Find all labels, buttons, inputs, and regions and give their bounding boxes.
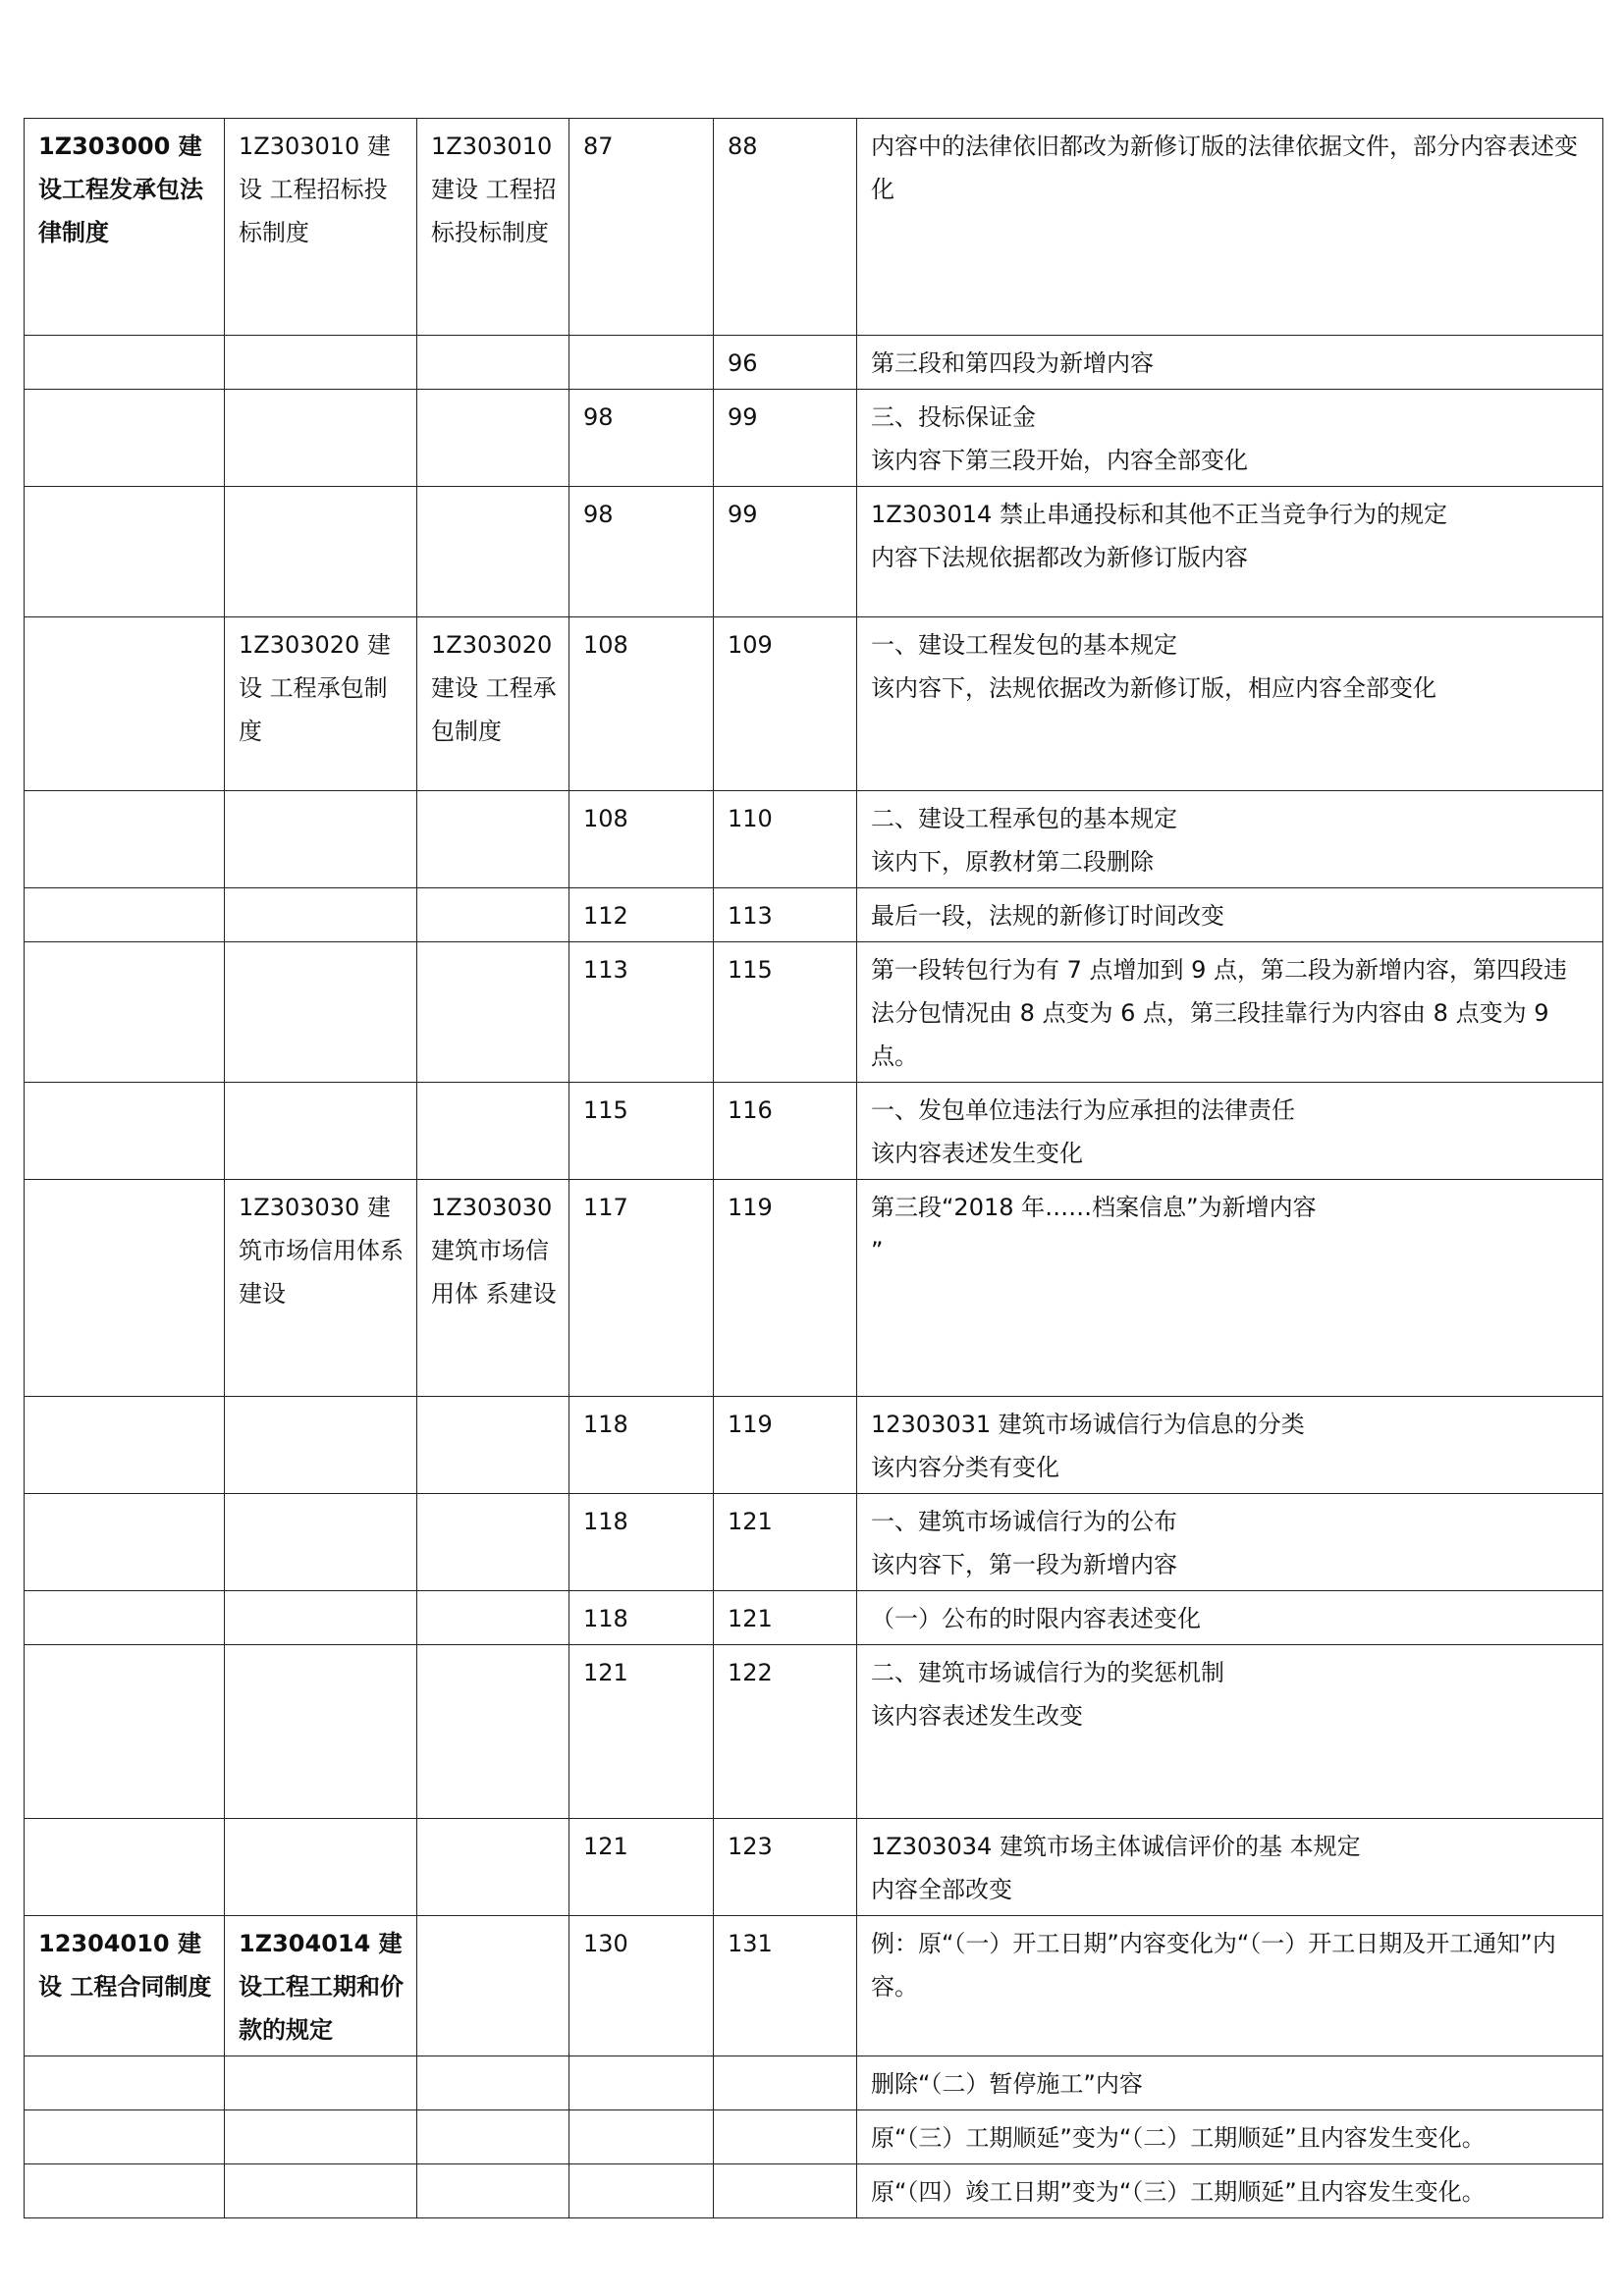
chapter-cell xyxy=(25,1819,225,1916)
section-cell xyxy=(225,1180,417,1397)
chapter-cell xyxy=(25,942,225,1083)
new-page-cell xyxy=(714,1397,857,1494)
change-description-cell xyxy=(857,1916,1603,2056)
table-row xyxy=(25,888,1603,942)
cell-text: 131 xyxy=(728,1930,773,1957)
subsection-cell xyxy=(417,119,569,336)
section-cell xyxy=(225,888,417,942)
subsection-cell xyxy=(417,1819,569,1916)
cell-text: 109 xyxy=(728,631,773,659)
description-line: 二、建筑市场诚信行为的奖惩机制 xyxy=(871,1659,1224,1686)
change-description-cell xyxy=(857,2110,1603,2164)
table-row xyxy=(25,942,1603,1083)
cell-text: 118 xyxy=(583,1605,628,1632)
cell-text: 117 xyxy=(583,1194,628,1221)
old-page-cell xyxy=(569,1494,714,1591)
cell-text: 121 xyxy=(728,1508,773,1535)
subsection-cell xyxy=(417,2164,569,2218)
section-cell xyxy=(225,1819,417,1916)
cell-text: 1Z303020 建设 工程承包制度 xyxy=(431,631,557,745)
chapter-cell xyxy=(25,1397,225,1494)
section-cell xyxy=(225,390,417,487)
cell-text: 96 xyxy=(728,349,758,377)
cell-text: 98 xyxy=(583,501,614,528)
old-page-cell xyxy=(569,942,714,1083)
table-row xyxy=(25,1494,1603,1591)
new-page-cell xyxy=(714,888,857,942)
table-row xyxy=(25,617,1603,791)
table-row xyxy=(25,1180,1603,1397)
chapter-cell xyxy=(25,1591,225,1645)
description-line: 该内容下，第一段为新增内容 xyxy=(871,1551,1177,1578)
old-page-cell xyxy=(569,2056,714,2110)
table-row xyxy=(25,336,1603,390)
cell-text: 12304010 建设 工程合同制度 xyxy=(38,1930,212,2001)
cell-text: 121 xyxy=(728,1605,773,1632)
chapter-cell xyxy=(25,791,225,888)
section-cell xyxy=(225,1083,417,1180)
new-page-cell xyxy=(714,791,857,888)
cell-text: 1Z303010 建设 工程招标投标制度 xyxy=(239,133,391,246)
cell-text: 88 xyxy=(728,133,758,160)
old-page-cell xyxy=(569,390,714,487)
description-line: 第三段“2018 年……档案信息”为新增内容 xyxy=(871,1194,1317,1221)
old-page-cell xyxy=(569,1083,714,1180)
table-row xyxy=(25,791,1603,888)
change-description-cell xyxy=(857,1494,1603,1591)
subsection-cell xyxy=(417,617,569,791)
cell-text: 121 xyxy=(583,1659,628,1686)
table-row xyxy=(25,119,1603,336)
subsection-cell xyxy=(417,487,569,617)
section-cell xyxy=(225,2056,417,2110)
section-cell xyxy=(225,1916,417,2056)
table-row xyxy=(25,2164,1603,2218)
new-page-cell xyxy=(714,942,857,1083)
cell-text: 115 xyxy=(728,956,773,984)
description-line: ” xyxy=(871,1237,884,1264)
chapter-cell xyxy=(25,336,225,390)
new-page-cell xyxy=(714,1591,857,1645)
table-row xyxy=(25,1645,1603,1819)
new-page-cell xyxy=(714,2056,857,2110)
new-page-cell xyxy=(714,487,857,617)
cell-text: 110 xyxy=(728,805,773,832)
revision-table-body xyxy=(25,119,1603,2218)
chapter-cell xyxy=(25,1916,225,2056)
change-description-cell xyxy=(857,888,1603,942)
new-page-cell xyxy=(714,1180,857,1397)
chapter-cell xyxy=(25,1083,225,1180)
description-line: 第三段和第四段为新增内容 xyxy=(871,349,1154,377)
new-page-cell xyxy=(714,336,857,390)
subsection-cell xyxy=(417,2056,569,2110)
change-description-cell xyxy=(857,1180,1603,1397)
description-line: 原“（四）竣工日期”变为“（三）工期顺延”且内容发生变化。 xyxy=(871,2178,1486,2206)
new-page-cell xyxy=(714,1819,857,1916)
subsection-cell xyxy=(417,1397,569,1494)
change-description-cell xyxy=(857,1591,1603,1645)
table-row xyxy=(25,1591,1603,1645)
cell-text: 99 xyxy=(728,403,758,431)
change-description-cell xyxy=(857,2164,1603,2218)
description-line: 该内容下，法规依据改为新修订版，相应内容全部变化 xyxy=(871,674,1436,702)
old-page-cell xyxy=(569,487,714,617)
subsection-cell xyxy=(417,1180,569,1397)
cell-text: 119 xyxy=(728,1411,773,1438)
description-line: 内容中的法律依旧都改为新修订版的法律依据文件，部分内容表述变化 xyxy=(871,133,1578,203)
cell-text: 115 xyxy=(583,1096,628,1124)
subsection-cell xyxy=(417,942,569,1083)
chapter-cell xyxy=(25,1494,225,1591)
cell-text: 1Z303030 建筑市场信用体 系建设 xyxy=(431,1194,557,1308)
cell-text: 121 xyxy=(583,1833,628,1860)
cell-text: 98 xyxy=(583,403,614,431)
change-description-cell xyxy=(857,1645,1603,1819)
section-cell xyxy=(225,1494,417,1591)
description-line: 该内容表述发生变化 xyxy=(871,1140,1083,1167)
change-description-cell xyxy=(857,942,1603,1083)
chapter-cell xyxy=(25,2056,225,2110)
subsection-cell xyxy=(417,390,569,487)
change-description-cell xyxy=(857,119,1603,336)
description-line: 删除“（二）暂停施工”内容 xyxy=(871,2070,1143,2098)
table-row xyxy=(25,487,1603,617)
section-cell xyxy=(225,2110,417,2164)
old-page-cell xyxy=(569,617,714,791)
subsection-cell xyxy=(417,1645,569,1819)
description-line: 一、建筑市场诚信行为的公布 xyxy=(871,1508,1177,1535)
change-description-cell xyxy=(857,336,1603,390)
old-page-cell xyxy=(569,1591,714,1645)
section-cell xyxy=(225,1591,417,1645)
subsection-cell xyxy=(417,336,569,390)
table-row xyxy=(25,2056,1603,2110)
description-line: 该内容表述发生改变 xyxy=(871,1702,1083,1730)
cell-text: 122 xyxy=(728,1659,773,1686)
section-cell xyxy=(225,2164,417,2218)
new-page-cell xyxy=(714,2110,857,2164)
cell-text: 119 xyxy=(728,1194,773,1221)
table-row xyxy=(25,1916,1603,2056)
chapter-cell xyxy=(25,487,225,617)
chapter-cell xyxy=(25,1180,225,1397)
old-page-cell xyxy=(569,791,714,888)
cell-text: 1Z303000 建设工程发承包法律制度 xyxy=(38,133,203,246)
section-cell xyxy=(225,487,417,617)
cell-text: 1Z303020 建设 工程承包制度 xyxy=(239,631,391,745)
description-line: 该内下，原教材第二段删除 xyxy=(871,848,1154,876)
cell-text: 112 xyxy=(583,902,628,930)
old-page-cell xyxy=(569,1819,714,1916)
change-description-cell xyxy=(857,1819,1603,1916)
new-page-cell xyxy=(714,2164,857,2218)
description-line: 三、投标保证金 xyxy=(871,403,1036,431)
subsection-cell xyxy=(417,2110,569,2164)
cell-text: 1Z303010 建设 工程招标投标制度 xyxy=(431,133,557,246)
new-page-cell xyxy=(714,1494,857,1591)
section-cell xyxy=(225,119,417,336)
description-line: 一、建设工程发包的基本规定 xyxy=(871,631,1177,659)
cell-text: 118 xyxy=(583,1411,628,1438)
chapter-cell xyxy=(25,617,225,791)
description-line: 1Z303034 建筑市场主体诚信评价的基 本规定 xyxy=(871,1833,1361,1860)
old-page-cell xyxy=(569,1916,714,2056)
description-line: 二、建设工程承包的基本规定 xyxy=(871,805,1177,832)
new-page-cell xyxy=(714,1645,857,1819)
new-page-cell xyxy=(714,390,857,487)
chapter-cell xyxy=(25,2164,225,2218)
cell-text: 130 xyxy=(583,1930,628,1957)
section-cell xyxy=(225,617,417,791)
old-page-cell xyxy=(569,1645,714,1819)
change-description-cell xyxy=(857,791,1603,888)
chapter-cell xyxy=(25,1645,225,1819)
old-page-cell xyxy=(569,2110,714,2164)
cell-text: 113 xyxy=(728,902,773,930)
cell-text: 116 xyxy=(728,1096,773,1124)
table-row xyxy=(25,1397,1603,1494)
cell-text: 123 xyxy=(728,1833,773,1860)
section-cell xyxy=(225,1645,417,1819)
description-line: 例：原“（一）开工日期”内容变化为“（一）开工日期及开工通知”内容。 xyxy=(871,1930,1556,2001)
old-page-cell xyxy=(569,119,714,336)
cell-text: 108 xyxy=(583,631,628,659)
section-cell xyxy=(225,336,417,390)
cell-text: 113 xyxy=(583,956,628,984)
subsection-cell xyxy=(417,1591,569,1645)
old-page-cell xyxy=(569,1180,714,1397)
old-page-cell xyxy=(569,1397,714,1494)
description-line: 原“（三）工期顺延”变为“（二）工期顺延”且内容发生变化。 xyxy=(871,2124,1486,2152)
description-line: 第一段转包行为有 7 点增加到 9 点，第二段为新增内容，第四段违法分包情况由 8 点变为 6 点，第三段挂靠行为内容由 8 点变为 9 点。 xyxy=(871,956,1568,1070)
subsection-cell xyxy=(417,1083,569,1180)
old-page-cell xyxy=(569,888,714,942)
table-row xyxy=(25,1083,1603,1180)
table-row xyxy=(25,1819,1603,1916)
revision-table xyxy=(24,118,1603,2218)
description-line: 该内容分类有变化 xyxy=(871,1454,1059,1481)
subsection-cell xyxy=(417,1916,569,2056)
chapter-cell xyxy=(25,390,225,487)
new-page-cell xyxy=(714,119,857,336)
description-line: 内容全部改变 xyxy=(871,1876,1012,1903)
change-description-cell xyxy=(857,2056,1603,2110)
new-page-cell xyxy=(714,617,857,791)
section-cell xyxy=(225,942,417,1083)
description-line: 12303031 建筑市场诚信行为信息的分类 xyxy=(871,1411,1305,1438)
description-line: （一）公布的时限内容表述变化 xyxy=(871,1605,1201,1632)
subsection-cell xyxy=(417,1494,569,1591)
new-page-cell xyxy=(714,1083,857,1180)
subsection-cell xyxy=(417,791,569,888)
cell-text: 1Z303030 建筑市场信用体系建设 xyxy=(239,1194,404,1308)
cell-text: 87 xyxy=(583,133,614,160)
description-line: 1Z303014 禁止串通投标和其他不正当竞争行为的规定 xyxy=(871,501,1447,528)
old-page-cell xyxy=(569,2164,714,2218)
description-line: 该内容下第三段开始，内容全部变化 xyxy=(871,447,1248,474)
change-description-cell xyxy=(857,1397,1603,1494)
chapter-cell xyxy=(25,888,225,942)
cell-text: 1Z304014 建设工程工期和价款的规定 xyxy=(239,1930,404,2044)
change-description-cell xyxy=(857,617,1603,791)
description-line: 内容下法规依据都改为新修订版内容 xyxy=(871,544,1248,571)
cell-text: 118 xyxy=(583,1508,628,1535)
section-cell xyxy=(225,791,417,888)
change-description-cell xyxy=(857,390,1603,487)
chapter-cell xyxy=(25,2110,225,2164)
cell-text: 108 xyxy=(583,805,628,832)
table-row xyxy=(25,2110,1603,2164)
change-description-cell xyxy=(857,487,1603,617)
chapter-cell xyxy=(25,119,225,336)
old-page-cell xyxy=(569,336,714,390)
description-line: 一、发包单位违法行为应承担的法律责任 xyxy=(871,1096,1295,1124)
description-line: 最后一段，法规的新修订时间改变 xyxy=(871,902,1224,930)
table-row xyxy=(25,390,1603,487)
new-page-cell xyxy=(714,1916,857,2056)
change-description-cell xyxy=(857,1083,1603,1180)
subsection-cell xyxy=(417,888,569,942)
section-cell xyxy=(225,1397,417,1494)
cell-text: 99 xyxy=(728,501,758,528)
